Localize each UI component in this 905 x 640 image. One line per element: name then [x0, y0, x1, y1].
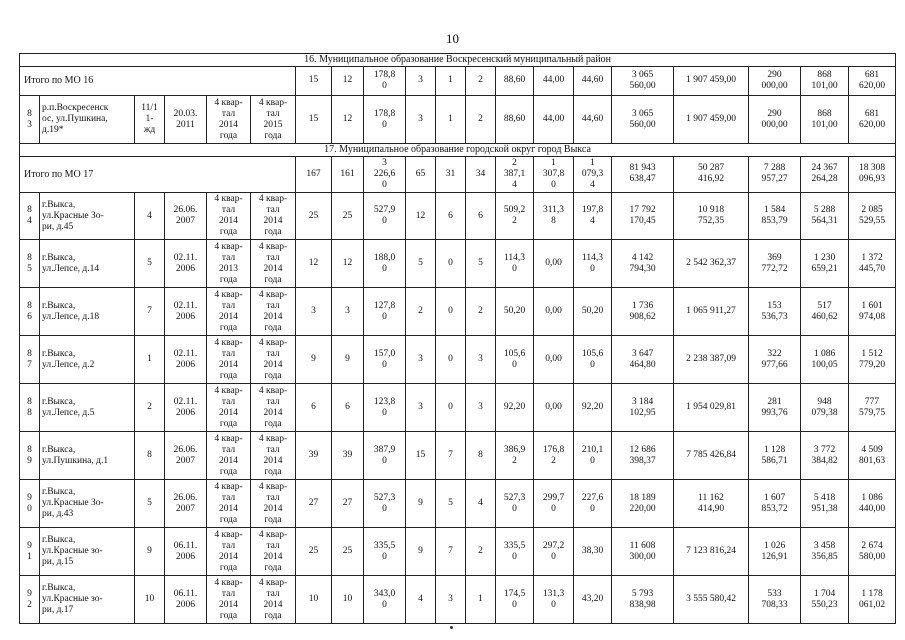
table-cell: 297,2 0	[534, 528, 574, 576]
table-cell: 4	[466, 480, 496, 528]
table-cell: 9	[135, 528, 165, 576]
table-cell: 7 785 426,84	[674, 432, 749, 480]
row-number: 8 3	[20, 96, 40, 144]
table-cell: 06.11. 2006	[165, 576, 207, 624]
table-cell: 3 647 464,80	[612, 336, 674, 384]
table-cell: 4 квар- тал 2014 года	[207, 384, 251, 432]
table-cell: 27	[332, 480, 364, 528]
table-cell: 1 584 853,79	[749, 192, 801, 240]
address-cell: р.п.Воскресенск ос, ул.Пушкина, д.19*	[40, 96, 135, 144]
table-cell: 4 квар- тал 2014 года	[207, 480, 251, 528]
table-cell: 8	[135, 432, 165, 480]
table-cell: 12	[332, 240, 364, 288]
row-number: 8 4	[20, 192, 40, 240]
table-cell: 1	[436, 96, 466, 144]
table-cell: 25	[296, 192, 332, 240]
table-cell: 10 918 752,35	[674, 192, 749, 240]
table-cell: 2 085 529,55	[849, 192, 896, 240]
total-label: Итого по МО 17	[20, 156, 296, 192]
table-cell: 44,00	[534, 96, 574, 144]
table-row	[20, 528, 896, 576]
total-row	[20, 66, 896, 96]
table-cell: 15	[296, 96, 332, 144]
total-row	[20, 156, 896, 192]
total-cell: 81 943 638,47	[612, 156, 674, 192]
table-cell: 4 квар- тал 2014 года	[207, 192, 251, 240]
table-cell: 10	[332, 576, 364, 624]
table-cell: 114,3 0	[574, 240, 612, 288]
table-cell: 43,20	[574, 576, 612, 624]
table-cell: 4 квар- тал 2014 года	[207, 96, 251, 144]
address-cell: г.Выкса, ул.Красные зо- ри, д.17	[40, 576, 135, 624]
row-number: 9 1	[20, 528, 40, 576]
total-label: Итого по МО 16	[20, 66, 296, 96]
table-cell: 4 квар- тал 2015 года	[251, 96, 296, 144]
table-cell: 387,9 0	[364, 432, 406, 480]
table-cell: 4 квар- тал 2014 года	[207, 336, 251, 384]
table-cell: 1 086 100,05	[801, 336, 849, 384]
table-cell: 3	[466, 384, 496, 432]
table-cell: 18 189 220,00	[612, 480, 674, 528]
table-cell: 1 954 029,81	[674, 384, 749, 432]
table-cell: 4 квар- тал 2014 года	[251, 528, 296, 576]
table-cell: 176,8 2	[534, 432, 574, 480]
row-number: 9 0	[20, 480, 40, 528]
table-cell: 1 026 126,91	[749, 528, 801, 576]
table-cell: 3	[466, 336, 496, 384]
table-cell: 2 674 580,00	[849, 528, 896, 576]
total-cell: 161	[332, 156, 364, 192]
table-cell: 509,2 2	[496, 192, 534, 240]
table-cell: 92,20	[496, 384, 534, 432]
table-cell: 0,00	[534, 288, 574, 336]
table-cell: 3 458 356,85	[801, 528, 849, 576]
table-cell: 02.11. 2006	[165, 288, 207, 336]
total-cell: 44,60	[574, 66, 612, 96]
table-cell: 311,3 8	[534, 192, 574, 240]
table-cell: 948 079,38	[801, 384, 849, 432]
table-cell: 2	[406, 288, 436, 336]
table-cell: 5 288 564,31	[801, 192, 849, 240]
total-cell: 1	[436, 66, 466, 96]
table-cell: 1 065 911,27	[674, 288, 749, 336]
table-cell: 3 555 580,42	[674, 576, 749, 624]
table-cell: 11 162 414,90	[674, 480, 749, 528]
page-number: 10	[446, 31, 459, 46]
table-cell: 0,00	[534, 336, 574, 384]
table-cell: 4 142 794,30	[612, 240, 674, 288]
table-cell: 12	[332, 96, 364, 144]
table-cell: 0,00	[534, 240, 574, 288]
table-cell: 4 квар- тал 2014 года	[251, 432, 296, 480]
table-cell: 1 907 459,00	[674, 96, 749, 144]
total-cell: 12	[332, 66, 364, 96]
table-cell: 0	[436, 240, 466, 288]
table-cell: 114,3 0	[496, 240, 534, 288]
table-cell: 5	[135, 240, 165, 288]
total-cell: 1 079,3 4	[574, 156, 612, 192]
table-cell: 533 708,33	[749, 576, 801, 624]
total-cell: 681 620,00	[849, 66, 896, 96]
table-cell: 39	[296, 432, 332, 480]
total-cell: 24 367 264,28	[801, 156, 849, 192]
table-cell: 3	[406, 384, 436, 432]
total-cell: 1 907 459,00	[674, 66, 749, 96]
table-cell: 06.11. 2006	[165, 528, 207, 576]
table-cell: 12	[296, 240, 332, 288]
table-cell: 15	[406, 432, 436, 480]
total-cell: 88,60	[496, 66, 534, 96]
table-cell: 5 793 838,98	[612, 576, 674, 624]
table-cell: 39	[332, 432, 364, 480]
total-cell: 2	[466, 66, 496, 96]
table-cell: 1 704 550,23	[801, 576, 849, 624]
table-row	[20, 288, 896, 336]
total-cell: 18 308 096,93	[849, 156, 896, 192]
address-cell: г.Выкса, ул.Лепсе, д.2	[40, 336, 135, 384]
table-cell: 227,6 0	[574, 480, 612, 528]
total-cell: 178,8 0	[364, 66, 406, 96]
table-cell: 4 квар- тал 2014 года	[207, 528, 251, 576]
row-number: 9 2	[20, 576, 40, 624]
table-cell: 3 184 102,95	[612, 384, 674, 432]
table-cell: 4 квар- тал 2014 года	[207, 288, 251, 336]
table-cell: 20.03. 2011	[165, 96, 207, 144]
table-cell: 178,8 0	[364, 96, 406, 144]
table-cell: 27	[296, 480, 332, 528]
table-cell: 4 квар- тал 2014 года	[251, 480, 296, 528]
table-cell: 26.06. 2007	[165, 432, 207, 480]
table-cell: 2	[466, 96, 496, 144]
table-cell: 131,3 0	[534, 576, 574, 624]
table-cell: 2 542 362,37	[674, 240, 749, 288]
table-cell: 123,8 0	[364, 384, 406, 432]
table-cell: 2	[466, 528, 496, 576]
table-cell: 188,0 0	[364, 240, 406, 288]
table-cell: 105,6 0	[496, 336, 534, 384]
row-number: 8 9	[20, 432, 40, 480]
table-row	[20, 432, 896, 480]
table-cell: 2 238 387,09	[674, 336, 749, 384]
table-row	[20, 480, 896, 528]
table-cell: 4	[135, 192, 165, 240]
table-cell: 4 квар- тал 2014 года	[207, 576, 251, 624]
table-cell: 3	[296, 288, 332, 336]
table-cell: 5	[135, 480, 165, 528]
table-row	[20, 384, 896, 432]
table-cell: 88,60	[496, 96, 534, 144]
total-cell: 44,00	[534, 66, 574, 96]
table-cell: 4	[406, 576, 436, 624]
table-cell: 4 квар- тал 2014 года	[251, 192, 296, 240]
row-number: 8 6	[20, 288, 40, 336]
table-cell: 5 418 951,38	[801, 480, 849, 528]
table-cell: 4 квар- тал 2014 года	[207, 432, 251, 480]
total-cell: 65	[406, 156, 436, 192]
table-cell: 1 736 908,62	[612, 288, 674, 336]
table-cell: 02.11. 2006	[165, 384, 207, 432]
total-cell: 3 065 560,00	[612, 66, 674, 96]
table-cell: 527,9 0	[364, 192, 406, 240]
address-cell: г.Выкса, ул.Лепсе, д.5	[40, 384, 135, 432]
table-row	[20, 192, 896, 240]
table-cell: 1 607 853,72	[749, 480, 801, 528]
section-title: 16. Муниципальное образование Воскресенский муниципальный район	[20, 54, 896, 67]
table-cell: 12	[406, 192, 436, 240]
table-cell: 12 686 398,37	[612, 432, 674, 480]
table-cell: 6	[466, 192, 496, 240]
table-cell: 153 536,73	[749, 288, 801, 336]
table-cell: 4 509 801,63	[849, 432, 896, 480]
table-cell: 5	[406, 240, 436, 288]
table-cell: 290 000,00	[749, 96, 801, 144]
table-cell: 5	[466, 240, 496, 288]
table-row	[20, 576, 896, 624]
table-cell: 7 123 816,24	[674, 528, 749, 576]
table-cell: 386,9 2	[496, 432, 534, 480]
table-cell: 17 792 170,45	[612, 192, 674, 240]
total-cell: 3	[406, 66, 436, 96]
table-cell: 197,8 4	[574, 192, 612, 240]
table-cell: 1 128 586,71	[749, 432, 801, 480]
table-cell: 4 квар- тал 2014 года	[251, 576, 296, 624]
table-cell: 281 993,76	[749, 384, 801, 432]
table-cell: 25	[332, 528, 364, 576]
table-cell: 10	[296, 576, 332, 624]
table-cell: 777 579,75	[849, 384, 896, 432]
total-cell: 167	[296, 156, 332, 192]
page-mark	[450, 626, 453, 629]
table-cell: 105,6 0	[574, 336, 612, 384]
total-cell: 34	[466, 156, 496, 192]
address-cell: г.Выкса, ул.Красные зо- ри, д.15	[40, 528, 135, 576]
table-cell: 26.06. 2007	[165, 192, 207, 240]
total-cell: 1 307,8 0	[534, 156, 574, 192]
total-cell: 7 288 957,27	[749, 156, 801, 192]
table-cell: 369 772,72	[749, 240, 801, 288]
table-cell: 2	[135, 384, 165, 432]
table-cell: 25	[332, 192, 364, 240]
table-cell: 0	[436, 288, 466, 336]
table-cell: 9	[296, 336, 332, 384]
row-number: 8 8	[20, 384, 40, 432]
table-cell: 6	[296, 384, 332, 432]
row-number: 8 5	[20, 240, 40, 288]
table-cell: 127,8 0	[364, 288, 406, 336]
table-cell: 9	[406, 480, 436, 528]
table-cell: 527,3 0	[364, 480, 406, 528]
table-cell: 3	[436, 576, 466, 624]
table-row	[20, 336, 896, 384]
total-cell: 290 000,00	[749, 66, 801, 96]
table-cell: 1 178 061,02	[849, 576, 896, 624]
table-cell: 299,7 0	[534, 480, 574, 528]
table-cell: 3 772 384,82	[801, 432, 849, 480]
table-cell: 0	[436, 384, 466, 432]
table-cell: 1	[466, 576, 496, 624]
table-cell: 517 460,62	[801, 288, 849, 336]
address-cell: г.Выкса, ул.Пушкина, д.1	[40, 432, 135, 480]
section-title-row	[20, 54, 896, 67]
total-cell: 2 387,1 4	[496, 156, 534, 192]
table-cell: 7	[436, 528, 466, 576]
table-cell: 25	[296, 528, 332, 576]
table-cell: 9	[332, 336, 364, 384]
table-cell: 5	[436, 480, 466, 528]
address-cell: г.Выкса, ул.Красные Зо- ри, д.45	[40, 192, 135, 240]
table-cell: 1 086 440,00	[849, 480, 896, 528]
section-title: 17. Муниципальное образование городской округ город Выкса	[20, 144, 896, 157]
table-cell: 26.06. 2007	[165, 480, 207, 528]
table-cell: 0,00	[534, 384, 574, 432]
table-cell: 4 квар- тал 2014 года	[251, 240, 296, 288]
table-cell: 1 512 779,20	[849, 336, 896, 384]
address-cell: г.Выкса, ул.Лепсе, д.14	[40, 240, 135, 288]
table-cell: 11/1 1- жд	[135, 96, 165, 144]
table-row	[20, 240, 896, 288]
table-cell: 681 620,00	[849, 96, 896, 144]
table-cell: 50,20	[574, 288, 612, 336]
table-cell: 02.11. 2006	[165, 336, 207, 384]
table-cell: 4 квар- тал 2014 года	[251, 384, 296, 432]
table-cell: 527,3 0	[496, 480, 534, 528]
table-cell: 1	[135, 336, 165, 384]
table-cell: 50,20	[496, 288, 534, 336]
table-cell: 2	[466, 288, 496, 336]
table-cell: 10	[135, 576, 165, 624]
table-cell: 335,5 0	[496, 528, 534, 576]
total-cell: 868 101,00	[801, 66, 849, 96]
table-cell: 1 230 659,21	[801, 240, 849, 288]
table-cell: 38,30	[574, 528, 612, 576]
table-cell: 4 квар- тал 2013 года	[207, 240, 251, 288]
total-cell: 31	[436, 156, 466, 192]
table-cell: 210,1 0	[574, 432, 612, 480]
table-cell: 174,5 0	[496, 576, 534, 624]
table-cell: 3	[332, 288, 364, 336]
row-number: 8 7	[20, 336, 40, 384]
table-cell: 3	[406, 336, 436, 384]
table-cell: 322 977,66	[749, 336, 801, 384]
table-cell: 9	[406, 528, 436, 576]
total-cell: 3 226,6 0	[364, 156, 406, 192]
table-cell: 335,5 0	[364, 528, 406, 576]
table-cell: 8	[466, 432, 496, 480]
address-cell: г.Выкса, ул.Лепсе, д.18	[40, 288, 135, 336]
table-cell: 02.11. 2006	[165, 240, 207, 288]
total-cell: 50 287 416,92	[674, 156, 749, 192]
total-cell: 15	[296, 66, 332, 96]
table-row	[20, 96, 896, 144]
table-cell: 1 601 974,08	[849, 288, 896, 336]
table-cell: 7	[436, 432, 466, 480]
table-cell: 3	[406, 96, 436, 144]
table-cell: 0	[436, 336, 466, 384]
table-cell: 157,0 0	[364, 336, 406, 384]
address-cell: г.Выкса, ул.Красные Зо- ри, д.43	[40, 480, 135, 528]
table-cell: 4 квар- тал 2014 года	[251, 288, 296, 336]
section-title-row	[20, 144, 896, 157]
table-cell: 92,20	[574, 384, 612, 432]
table-cell: 11 608 300,00	[612, 528, 674, 576]
table-cell: 4 квар- тал 2014 года	[251, 336, 296, 384]
table-cell: 7	[135, 288, 165, 336]
table-cell: 44,60	[574, 96, 612, 144]
table-cell: 3 065 560,00	[612, 96, 674, 144]
table-cell: 6	[436, 192, 466, 240]
housing-program-table	[19, 53, 896, 624]
table-cell: 6	[332, 384, 364, 432]
table-cell: 868 101,00	[801, 96, 849, 144]
table-cell: 343,0 0	[364, 576, 406, 624]
table-cell: 1 372 445,70	[849, 240, 896, 288]
